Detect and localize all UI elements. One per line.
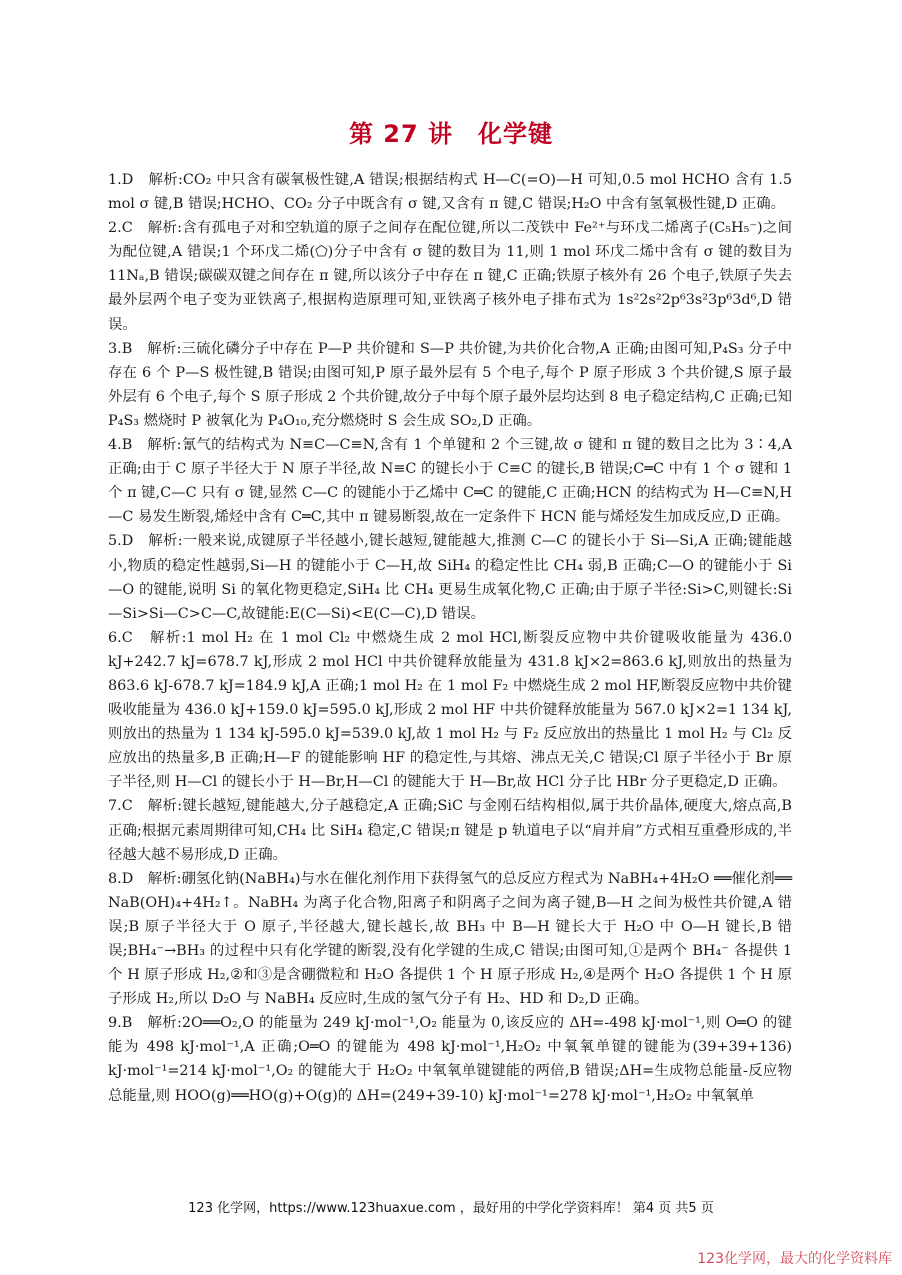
- item-number: 8.D: [108, 870, 134, 887]
- item-text: 解析:2O══O₂,O 的能量为 249 kJ·mol⁻¹,O₂ 能量为 0,该反应的 ΔH=-498 kJ·mol⁻¹,则 O═O 的键能为 498 kJ·mol⁻¹,A 正确;O═O 的键能为 498 kJ·mol⁻¹,H₂O₂ 中氧氧单键的键能为(39+39+136) kJ·mol⁻¹=214 kJ·mol⁻¹,O₂ 的键能大于 H₂O₂ 中氧氧单键键能的两倍,B 错误;ΔH=生成物总能量-反应物总能量,则 HOO(g)══HO(g)+O(g)的 ΔH=(249+39-10) kJ·mol⁻¹=278 kJ·mol⁻¹,H₂O₂ 中氧氧单: [108, 1015, 792, 1104]
- item-text: 解析:含有孤电子对和空轨道的原子之间存在配位键,所以二茂铁中 Fe²⁺与环戊二烯离子(C₅H₅⁻)之间为配位键,A 错误;1 个环戊二烯(⬠)分子中含有 σ 键的数目为 11,则 1 mol 环戊二烯中含有 σ 键的数目为 11Nₐ,B 错误;碳碳双键之间存在 π 键,所以该分子中存在 π 键,C 正确;铁原子核外有 26 个电子,铁原子失去最外层两个电子变为亚铁离子,根据构造原理可知,亚铁离子核外电子排布式为 1s²2s²2p⁶3s²3p⁶3d⁶,D 错误。: [108, 220, 792, 333]
- item-number: 4.B: [108, 437, 133, 454]
- list-item: [108, 1011, 792, 1107]
- list-item: [108, 626, 792, 795]
- list-item: [108, 794, 792, 866]
- watermark: 123化学网，最大的化学资料库: [697, 1251, 892, 1267]
- list-item: [108, 867, 792, 1012]
- list-item: [108, 337, 792, 433]
- item-text: 解析:CO₂ 中只含有碳氧极性键,A 错误;根据结构式 H—C(=O)—H 可知,0.5 mol HCHO 含有 1.5 mol σ 键,B 错误;HCHO、CO₂ 分子中既含有 σ 键,又含有 π 键,C 错误;H₂O 中含有氢氧极性键,D 正确。: [108, 172, 792, 213]
- page-footer: 123 化学网，https://www.123huaxue.com ，最好用的中学化学资料库！ 第4 页 共5 页: [188, 1201, 714, 1216]
- item-number: 2.C: [108, 220, 133, 237]
- item-text: 解析:三硫化磷分子中存在 P—P 共价键和 S—P 共价键,为共价化合物,A 正确;由图可知,P₄S₃ 分子中存在 6 个 P—S 极性键,B 错误;由图可知,P 原子最外层有 5 个电子,每个 P 原子形成 3 个共价键,S 原子最外层有 6 个电子,每个 S 原子形成 2 个共价键,故分子中每个原子最外层均达到 8 电子稳定结构,C 正确;已知 P₄S₃ 燃烧时 P 被氧化为 P₄O₁₀,充分燃烧时 S 会生成 SO₂,D 正确。: [108, 340, 792, 429]
- item-number: 1.D: [108, 172, 134, 188]
- item-text: 解析:键长越短,键能越大,分子越稳定,A 正确;SiC 与金刚石结构相似,属于共价晶体,硬度大,熔点高,B 正确;根据元素周期律可知,CH₄ 比 SiH₄ 稳定,C 错误;π 键是 p 轨道电子以“肩并肩”方式相互重叠形成的,半径越大越不易形成,D 正确。: [108, 798, 792, 863]
- item-number: 7.C: [108, 798, 133, 815]
- list-item: [108, 216, 792, 336]
- list-item: [108, 168, 792, 216]
- item-text: 解析:氰气的结构式为 N≡C—C≡N,含有 1 个单键和 2 个三键,故 σ 键和 π 键的数目之比为 3∶4,A 正确;由于 C 原子半径大于 N 原子半径,故 N≡C 的键长小于 C≡C 的键长,B 错误;C═C 中有 1 个 σ 键和 1 个 π 键,C—C 只有 σ 键,显然 C—C 的键能小于乙烯中 C═C 的键能,C 正确;HCN 的结构式为 H—C≡N,H—C 易发生断裂,烯烃中含有 C═C,其中 π 键易断裂,故在一定条件下 HCN 能与烯烃发生加成反应,D 正确。: [108, 437, 792, 526]
- item-number: 5.D: [108, 533, 134, 550]
- item-text: 解析:一般来说,成键原子半径越小,键长越短,键能越大,推测 C—C 的键长小于 Si—Si,A 正确;键能越小,物质的稳定性越弱,Si—H 的键能小于 C—H,故 SiH₄ 的稳定性比 CH₄ 弱,B 正确;C—O 的键能小于 Si—O 的键能,说明 Si 的氧化物更稳定,SiH₄ 比 CH₄ 更易生成氧化物,C 正确;由于原子半径:Si>C,则键长:Si—Si>Si—C>C—C,故键能:E(C—Si)<E(C—C),D 错误。: [108, 533, 792, 622]
- page-title: 第 27 讲 化学键: [348, 120, 554, 148]
- item-text: 解析:硼氢化钠(NaBH₄)与水在催化剂作用下获得氢气的总反应方程式为 NaBH₄+4H₂O ══催化剂══ NaB(OH)₄+4H₂↑。NaBH₄ 为离子化合物,阳离子和阴离子之间为离子键,B—H 之间为极性共价键,A 错误;B 原子半径大于 O 原子,半径越大,键长越长,故 BH₃ 中 B—H 键长大于 H₂O 中 O—H 键长,B 错误;BH₄⁻→BH₃ 的过程中只有化学键的断裂,没有化学键的生成,C 错误;由图可知,①是两个 BH₄⁻ 各提供 1 个 H 原子形成 H₂,②和③是含硼微粒和 H₂O 各提供 1 个 H 原子形成 H₂,④是两个 H₂O 各提供 1 个 H 原子形成 H₂,所以 D₂O 与 NaBH₄ 反应时,生成的氢气分子有 H₂、HD 和 D₂,D 正确。: [108, 870, 792, 1008]
- list-item: [108, 529, 792, 625]
- item-number: 9.B: [108, 1015, 133, 1032]
- item-number: 3.B: [108, 340, 133, 357]
- item-text: 解析:1 mol H₂ 在 1 mol Cl₂ 中燃烧生成 2 mol HCl,断裂反应物中共价键吸收能量为 436.0 kJ+242.7 kJ=678.7 kJ,形成 2 mol HCl 中共价键释放能量为 431.8 kJ×2=863.6 kJ,则放出的热量为 863.6 kJ-678.7 kJ=184.9 kJ,A 正确;1 mol H₂ 在 1 mol F₂ 中燃烧生成 2 mol HF,断裂反应物中共价键吸收能量为 436.0 kJ+159.0 kJ=595.0 kJ,形成 2 mol HF 中共价键释放能量为 567.0 kJ×2=1 134 kJ,则放出的热量为 1 134 kJ-595.0 kJ=539.0 kJ,故 1 mol H₂ 与 F₂ 反应放出的热量比 1 mol H₂ 与 Cl₂ 反应放出的热量多,B 正确;H—F 的键能影响 HF 的稳定性,与其熔、沸点无关,C 错误;Cl 原子半径小于 Br 原子半径,则 H—Cl 的键长小于 H—Br,H—Cl 的键能大于 H—Br,故 HCl 分子比 HBr 分子更稳定,D 正确。: [108, 629, 792, 791]
- answer-list: [108, 168, 792, 1108]
- item-number: 6.C: [108, 629, 133, 646]
- list-item: [108, 433, 792, 529]
